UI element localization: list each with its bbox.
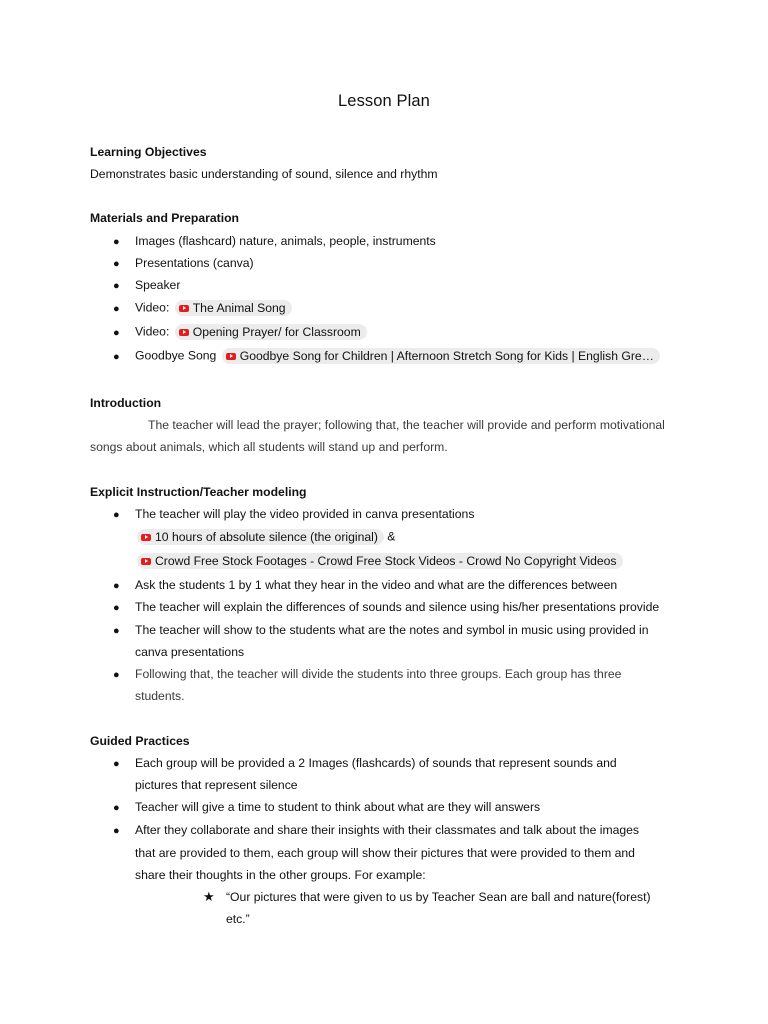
bullet-icon: ● — [113, 258, 120, 270]
video-link-goodbye-song[interactable]: Goodbye Song for Children | Afternoon Stretch Song for Kids | English Gre… — [222, 348, 660, 364]
page-title: Lesson Plan — [338, 92, 430, 110]
bullet-icon: ● — [113, 602, 120, 614]
video-link-absolute-silence[interactable]: 10 hours of absolute silence (the original) — [137, 529, 384, 545]
explicit-item: Following that, the teacher will divide the students into three groups. Each group has three — [135, 667, 622, 681]
bullet-icon: ● — [113, 758, 120, 770]
youtube-icon — [226, 353, 236, 360]
video-link-opening-prayer[interactable]: Opening Prayer/ for Classroom — [175, 324, 367, 340]
explicit-item: The teacher will show to the students what are the notes and symbol in music using provided in — [135, 623, 649, 637]
video-link-crowd-footage[interactable]: Crowd Free Stock Footages - Crowd Free Stock Videos - Crowd No Copyright Videos — [137, 553, 623, 569]
explicit-item: students. — [135, 689, 185, 703]
introduction-text: songs about animals, which all students will stand up and perform. — [90, 440, 448, 454]
materials-item: Presentations (canva) — [135, 256, 254, 270]
guided-item: pictures that represent silence — [135, 778, 298, 792]
guided-item: Teacher will give a time to student to think about what are they will answers — [135, 800, 541, 814]
explicit-heading: Explicit Instruction/Teacher modeling — [90, 485, 307, 499]
guided-example: etc.” — [226, 912, 250, 926]
bullet-icon: ● — [113, 802, 120, 814]
explicit-item: Ask the students 1 by 1 what they hear in the video and what are the differences between — [135, 578, 618, 592]
bullet-icon: ● — [113, 303, 120, 315]
introduction-text: The teacher will lead the prayer; following that, the teacher will provide and perform motivational — [148, 418, 665, 432]
guided-item: that are provided to them, each group will show their pictures that were provided to them and — [135, 846, 635, 860]
introduction-heading: Introduction — [90, 396, 162, 410]
materials-item: Images (flashcard) nature, animals, people, instruments — [135, 234, 436, 248]
video-label: Video: — [135, 300, 170, 315]
bullet-icon: ● — [113, 236, 120, 248]
guided-item: share their thoughts in the other groups. For example: — [135, 868, 426, 882]
star-icon: ★ — [203, 889, 215, 904]
materials-item: Speaker — [135, 278, 181, 292]
materials-heading: Materials and Preparation — [90, 211, 240, 225]
objectives-text: Demonstrates basic understanding of sound, silence and rhythm — [90, 167, 438, 181]
explicit-item: The teacher will play the video provided in canva presentations — [135, 507, 475, 521]
guided-item: Each group will be provided a 2 Images (flashcards) of sounds that represent sounds and — [135, 756, 617, 770]
bullet-icon: ● — [113, 825, 120, 837]
youtube-icon — [141, 558, 151, 565]
bullet-icon: ● — [113, 327, 120, 339]
explicit-link-row — [135, 553, 623, 569]
explicit-item: canva presentations — [135, 645, 245, 659]
video-label: Video: — [135, 324, 170, 339]
bullet-icon: ● — [113, 509, 120, 521]
guided-example: “Our pictures that were given to us by Teacher Sean are ball and nature(forest) — [226, 890, 651, 904]
bullet-icon: ● — [113, 580, 120, 592]
youtube-icon — [141, 534, 151, 541]
ampersand: & — [387, 529, 396, 544]
materials-video-row — [135, 324, 367, 340]
youtube-icon — [179, 329, 189, 336]
materials-video-row — [135, 300, 292, 316]
explicit-item: The teacher will explain the differences of sounds and silence using his/her presentations provide — [135, 600, 660, 614]
objectives-heading: Learning Objectives — [90, 145, 207, 159]
explicit-link-row — [135, 529, 395, 545]
bullet-icon: ● — [113, 280, 120, 292]
bullet-icon: ● — [113, 351, 120, 363]
bullet-icon: ● — [113, 625, 120, 637]
bullet-icon: ● — [113, 669, 120, 681]
goodbye-label: Goodbye Song — [135, 348, 217, 363]
materials-goodbye-row — [135, 348, 660, 364]
guided-item: After they collaborate and share their insights with their classmates and talk about the images — [135, 823, 640, 837]
youtube-icon — [179, 305, 189, 312]
video-link-animal-song[interactable]: The Animal Song — [175, 300, 292, 316]
guided-heading: Guided Practices — [90, 734, 190, 748]
